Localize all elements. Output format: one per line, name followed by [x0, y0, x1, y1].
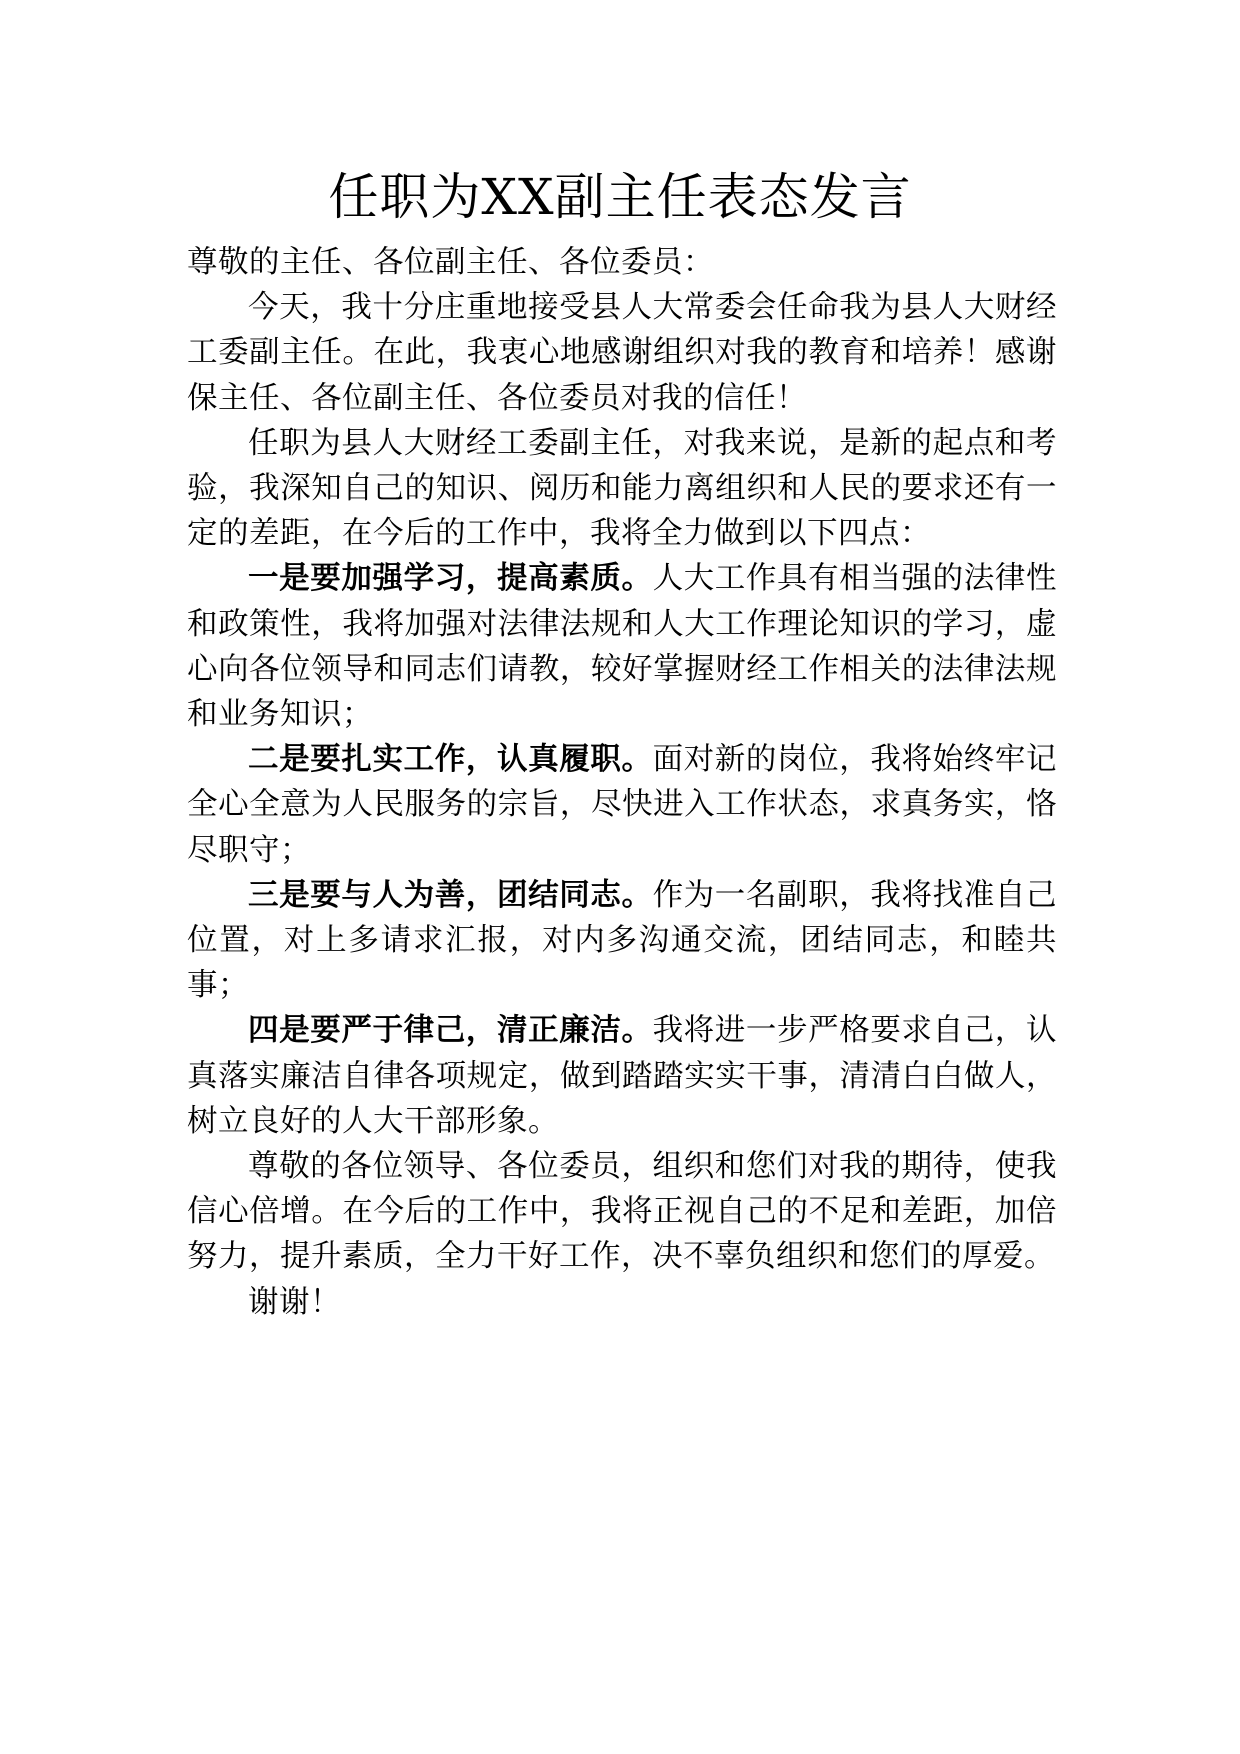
paragraph-point-three	[187, 873, 1057, 1009]
salutation: 尊敬的主任、各位副主任、各位委员：	[187, 245, 714, 280]
paragraph-text: 人大工作具有相当强的法律性和政策性，我将加强对法律法规和人大工作理论知识的学习，虚心向各位领导和同志们请教，较好掌握财经工作相关的法律法规和业务知识；	[187, 561, 1058, 733]
point-heading: 二是要扎实工作，认真履职。	[248, 742, 653, 778]
point-heading: 三是要与人为善，团结同志。	[248, 877, 653, 913]
paragraph-conclusion	[187, 1144, 1057, 1280]
paragraph-commitment-intro	[187, 421, 1057, 557]
point-heading: 一是要加强学习，提高素质。	[248, 561, 653, 597]
paragraph-acceptance	[187, 285, 1057, 421]
paragraph-text: 尊敬的各位领导、各位委员，组织和您们对我的期待，使我信心倍增。在今后的工作中，我将正视自己的不足和差距，加倍努力，提升素质，全力干好工作，决不辜负组织和您们的厚爱。	[187, 1149, 1057, 1275]
paragraph-point-four	[187, 1008, 1057, 1144]
paragraph-text: 面对新的岗位，我将始终牢记全心全意为人民服务的宗旨，尽快进入工作状态，求真务实，恪尽职守；	[187, 742, 1058, 868]
paragraph-text: 今天，我十分庄重地接受县人大常委会任命我为县人大财经工委副主任。在此，我衷心地感谢组织对我的教育和培养！感谢保主任、各位副主任、各位委员对我的信任！	[187, 290, 1057, 416]
paragraph-text: 作为一名副职，我将找准自己位置，对上多请求汇报，对内多沟通交流，团结同志，和睦共事；	[187, 877, 1058, 1004]
closing-thanks: 谢谢！	[248, 1284, 341, 1320]
document-title: 任职为XX副主任表态发言	[328, 168, 912, 226]
document-body	[187, 240, 1057, 1325]
point-heading: 四是要严于律己，清正廉洁。	[248, 1013, 653, 1049]
paragraph-point-one	[187, 556, 1057, 737]
paragraph-text: 我将进一步严格要求自己，认真落实廉洁自律各项规定，做到踏踏实实干事，清清白白做人，树立良好的人大干部形象。	[187, 1013, 1058, 1139]
paragraph-point-two	[187, 737, 1057, 873]
paragraph-text: 任职为县人大财经工委副主任，对我来说，是新的起点和考验，我深知自己的知识、阅历和能力离组织和人民的要求还有一定的差距，在今后的工作中，我将全力做到以下四点：	[187, 425, 1057, 552]
